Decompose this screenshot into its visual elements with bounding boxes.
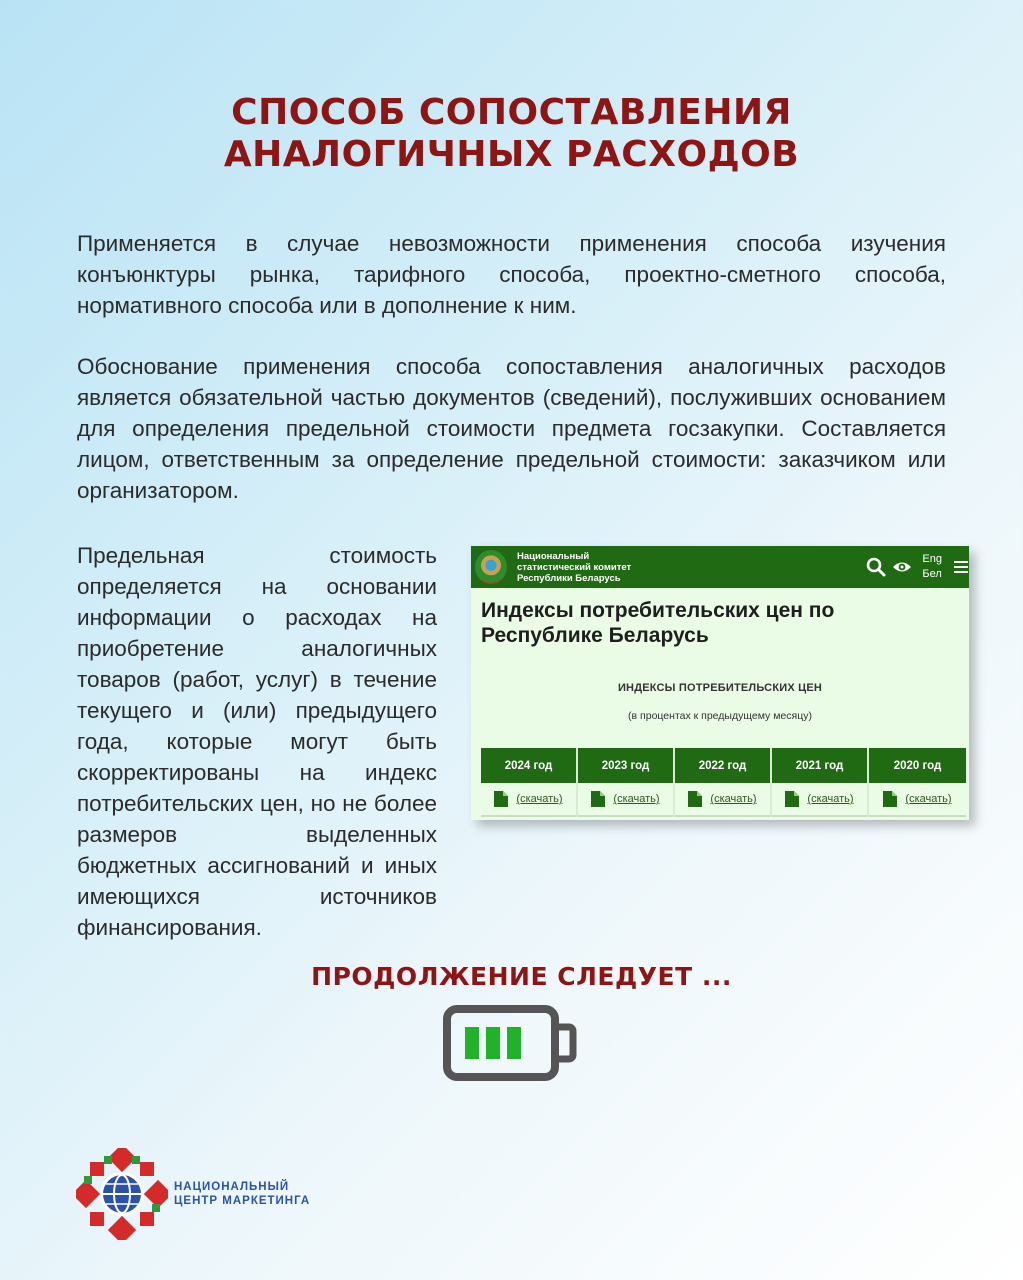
org-line-2: статистический комитет [517, 561, 632, 573]
ornament-globe-logo-icon [76, 1148, 168, 1240]
lang-eng-link[interactable]: Eng [922, 553, 942, 565]
continue-label: ПРОДОЛЖЕНИЕ СЛЕДУЕТ ... [311, 962, 732, 991]
year-header: 2023 год [578, 748, 673, 783]
site-org-name[interactable] [517, 551, 631, 584]
download-link[interactable]: (скачать) [516, 793, 563, 805]
year-header: 2021 год [772, 748, 867, 783]
state-emblem-icon [475, 550, 507, 584]
paragraph-justification: Обоснование применения способа сопоставления аналогичных расходов является обязательной частью документов (сведений), послуживших основанием для определения предельной стоимости предмета госзакупки. Составляется лицом, ответственным за определение предельной стоимости: заказчиком или организатором. [77, 354, 946, 503]
document-icon [883, 791, 897, 807]
download-cell [675, 783, 770, 817]
org-line-3: Республики Беларусь [517, 572, 621, 584]
download-cell [772, 783, 867, 817]
table-note: (в процентах к предыдущему месяцу) [628, 710, 812, 722]
header-tools [866, 546, 969, 588]
year-column [772, 748, 869, 817]
year-column [481, 748, 578, 817]
download-link[interactable]: (скачать) [807, 793, 854, 805]
year-header: 2024 год [481, 748, 576, 783]
year-column [578, 748, 675, 817]
paragraph-applicability: Применяется в случае невозможности применения способа изучения конъюнктуры рынка, тарифного способа, проектно-сметного способа, нормативного способа или в дополнение к ним. [77, 231, 946, 318]
language-switch [922, 552, 942, 582]
download-link[interactable]: (скачать) [905, 793, 952, 805]
brand-line-2: ЦЕНТР МАРКЕТИНГА [174, 1195, 311, 1207]
table-title: ИНДЕКСЫ ПОТРЕБИТЕЛЬСКИХ ЦЕН [617, 682, 823, 694]
year-column [675, 748, 772, 817]
paragraph-limit-cost: Предельная стоимость определяется на основании информации о расходах на приобретение аналогичных товаров (работ, услуг) в течение текущего и (или) предыдущего года, которые могут быть скорректированы на индекс потребительских цен, но не более размеров выделенных бюджетных ассигнований и иных имеющихся источников финансирования. [77, 543, 437, 940]
title-line-1: СПОСОБ СОПОСТАВЛЕНИЯ [231, 92, 792, 133]
site-header [471, 546, 969, 588]
website-screenshot [471, 546, 969, 820]
eye-icon[interactable] [892, 559, 912, 575]
page-title [0, 92, 1023, 176]
download-cell [481, 783, 576, 817]
download-link[interactable]: (скачать) [613, 793, 660, 805]
years-table [481, 748, 967, 817]
org-line-1: Национальный [517, 550, 590, 562]
year-column [869, 748, 966, 817]
brand-name [174, 1180, 310, 1208]
title-line-2: АНАЛОГИЧНЫХ РАСХОДОВ [223, 134, 800, 175]
download-cell [869, 783, 966, 817]
brand-logo [76, 1148, 310, 1240]
lang-bel-link[interactable]: Бел [922, 568, 942, 580]
year-header: 2020 год [869, 748, 966, 783]
document-icon [494, 791, 508, 807]
brand-line-1: НАЦИОНАЛЬНЫЙ [174, 1181, 290, 1193]
download-cell [578, 783, 673, 817]
menu-icon[interactable] [954, 558, 968, 576]
year-header: 2022 год [675, 748, 770, 783]
site-heading: Индексы потребительских цен по Республике Беларусь [481, 599, 835, 647]
document-icon [785, 791, 799, 807]
battery-icon [443, 1005, 579, 1081]
download-link[interactable]: (скачать) [710, 793, 757, 805]
search-icon[interactable] [866, 557, 886, 577]
document-icon [591, 791, 605, 807]
document-icon [688, 791, 702, 807]
